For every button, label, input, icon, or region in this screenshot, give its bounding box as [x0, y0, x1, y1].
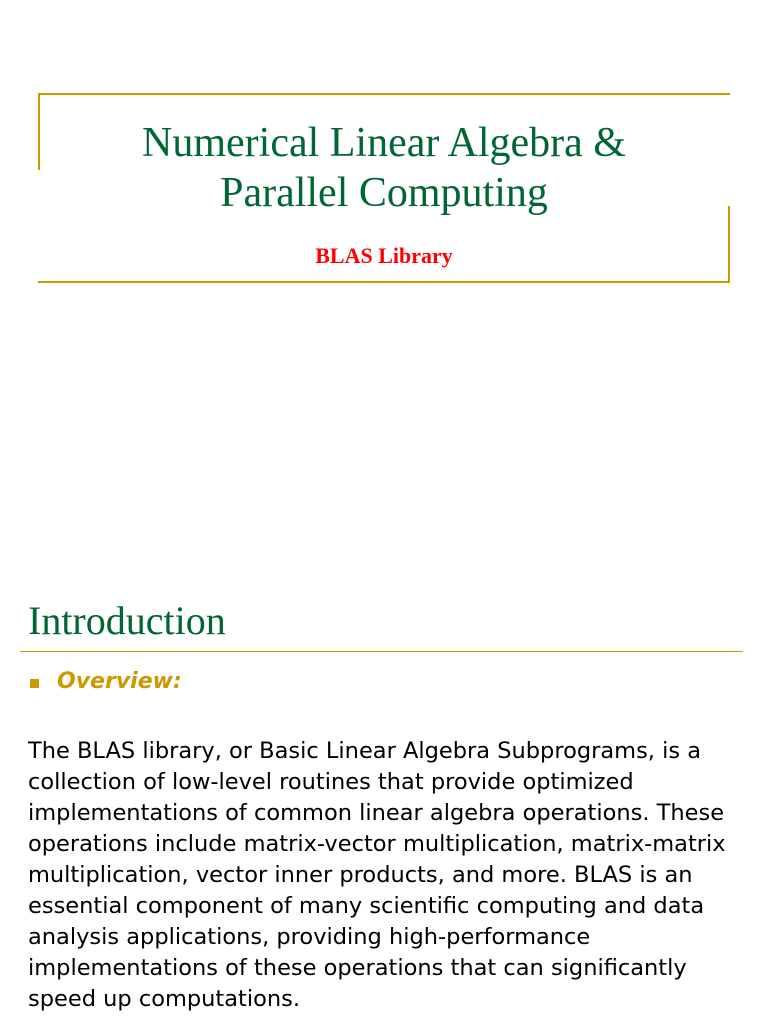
bullet-label: Overview:	[57, 668, 182, 694]
overview-bullet	[30, 666, 182, 696]
frame-bottom-line	[38, 281, 730, 283]
slide-title-line-2: Parallel Computing	[220, 170, 548, 216]
slide-title-line-1: Numerical Linear Algebra &	[142, 120, 626, 166]
square-bullet-icon	[30, 679, 39, 688]
heading-divider	[20, 651, 743, 652]
slide-title	[0, 118, 768, 218]
overview-paragraph: The BLAS library, or Basic Linear Algebra Subprograms, is a collection of low-level routines that provide optimized implementations of common linear algebra operations. These operations include matrix-vector multiplication, matrix-matrix multiplication, vector inner products, and more. BLAS is an essential component of many scientific computing and data analysis applications, providing high-performance implementations of these operations that can significantly speed up computations.	[28, 738, 726, 1012]
frame-top-line	[38, 93, 730, 95]
slide-subtitle: BLAS Library	[315, 243, 453, 268]
section-heading: Introduction	[28, 598, 226, 643]
